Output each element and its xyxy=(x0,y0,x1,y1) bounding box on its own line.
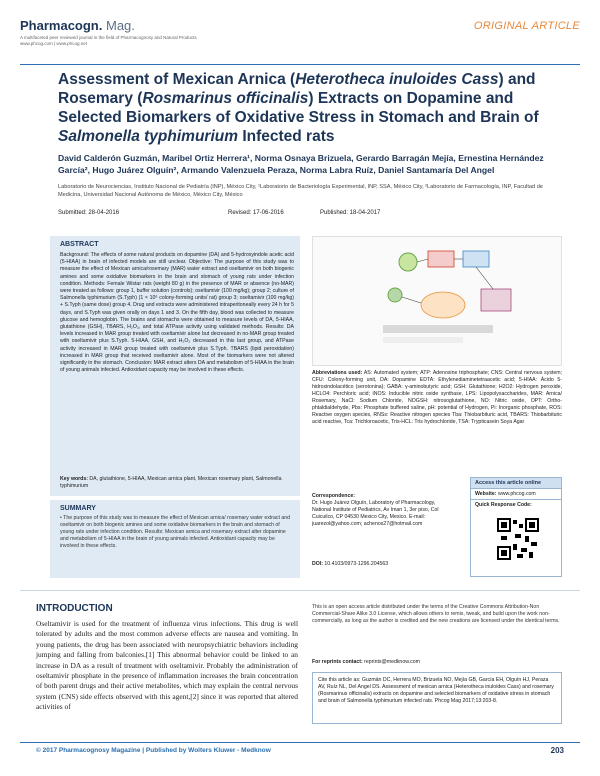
affiliations: Laboratorio de Neurociencias, Instituto Nacional de Pediatría (INP), México City, ¹Laboratorio de Bacteriología Experimental, INP, SSA, México City, ²Laboratorio de Farmacología, INP, Facultad de Medicina, Universidad Nacional Autónoma de México, México City, México xyxy=(58,184,543,198)
page-number: 203 xyxy=(550,746,564,755)
introduction-heading: INTRODUCTION xyxy=(36,603,113,614)
correspondence: Correspondence: Dr. Hugo Juárez Olguín, Laboratory of Pharmacology, National Institute of Pediatrics, Av Iman 1, 3er piso, Col Cuicuilco, CP 04530 Mexico City, Mexico. E-mail: juarezol@yahoo.com; achenos27@hotmail.com xyxy=(312,493,439,527)
section-label: ORIGINAL ARTICLE xyxy=(473,20,580,32)
graphical-abstract-image xyxy=(313,237,563,367)
access-online-box xyxy=(470,477,562,577)
summary-heading: SUMMARY xyxy=(60,505,96,512)
qr-code-icon[interactable] xyxy=(497,518,539,560)
summary-text: • The purpose of this study was to measure the effect of Mexican arnica/ rosemary water extract and oseltamivir on both biogenic amines and some oxidative biomarkers in the brain and stomach of young rats under infection condition. Results: Mexican arnica and rosemary extract alter dopamine and metabolism of 5-HIAA in the brain of young animals infected. Antioxidant capacity may be involved in these effects. xyxy=(60,515,290,549)
author-list: David Calderón Guzmán, Maribel Ortiz Herrera¹, Norma Osnaya Brizuela, Gerardo Barragán Mejía, Ernestina Hernández García², Hugo Juárez Olguín², Armando Valenzuela Peraza, Norma Labra Ruíz, Daniel Santamaría Del Angel xyxy=(58,153,544,175)
qr-label: Quick Response Code: xyxy=(471,499,561,510)
published-date: Published: 18-04-2017 xyxy=(320,210,381,216)
section-divider xyxy=(20,590,580,591)
reprints: For reprints contact: reprints@medknow.com xyxy=(312,659,420,665)
introduction-text: Oseltamivir is used for the treatment of influenza virus infections. This drug is well tolerated by adults and the most common adverse effects are nausea and vomiting. In young patients, the drug has been associated with neuropsychiatric behaviors including jumping and falling from balconies.[1] This abnormal behavior could be linked to an increase in DA as a result of treatment with oseltamivir. Probably the administration of oseltamivir phosphate in the presence of inflammation increases the brain concentration of both parent drugs and their active metabolites, which may explain the central nervous system (CNS) side effects observed with this agent,[2] since it was reported that altered activities of xyxy=(36,619,298,712)
header-rule xyxy=(20,64,580,65)
abbreviations: Abbreviations used: AS: Automated system; ATP: Adenosine triphosphate; CNS: Central nervous system; CFU: Colony-forming unit, DA: Dopamine EDTA: Ethylenediaminetetraacetic acid; 5-HIAA: Ácido 5-hidroxindolacético (serotonina); GABA: γ-aminobutyric acid; GSH: Glutathione; H2O2: Hydrogen peroxide, HCLO4: Perchloric acid; iNOS: Inducible nitric oxide synthase, LPS: Lipopolysaccharides, MAR: Arnica/ Rosemary, NaCl: Sodium Chloride, NOGSH: nitrosoglutathione, NO: Nitric oxide, OPT: Ortho-phtaldialdehyde, Pbs: Phosphate buffered saline, pH: potential of Hydrogen, Pi: Inorganic phosphate, ROS: Reactive oxygen species, RNSs: Reactive nitrogen species Tba: Thiobarbituric acid, TBARS: Thiobarbituric acid reactive, Tca: Trichloroacetic, Tris-HCL: Tris hydrochloride, TSA: Trypticasein Soya Agar xyxy=(312,370,563,425)
footer-copyright: © 2017 Pharmacognosy Magazine | Published by Wolters Kluwer - Medknow xyxy=(36,747,271,754)
revised-date: Revised: 17-06-2016 xyxy=(228,210,284,216)
website-link[interactable]: www.phcog.com xyxy=(497,491,536,497)
journal-subline: A multifaceted peer reviewed journal in the field of Pharmacognosy and Natural Products www.phcog.com | www.phcog.net xyxy=(20,35,197,46)
graphical-abstract xyxy=(312,236,562,366)
abstract-heading: ABSTRACT xyxy=(60,241,99,248)
submitted-date: Submitted: 28-04-2016 xyxy=(58,210,120,216)
journal-brand: Pharmacogn. Mag. xyxy=(20,18,135,33)
keywords: Key words: DA, glutathione, 5-HIAA, Mexican arnica plant, Mexican rosemary plant, Salmonella typhimurium xyxy=(60,476,282,489)
reprints-email[interactable]: reprints@medknow.com xyxy=(364,659,420,665)
doi-link[interactable]: 10.4103/0973-1296.204563 xyxy=(324,561,389,567)
access-website: Website: www.phcog.com xyxy=(471,488,561,499)
footer-rule xyxy=(20,742,580,743)
citation-box: Cite this article as: Guzmán DC, Herrera MO, Brizuela NO, Mejía GB, García EH, Olguín HJ, Peraza AV, Ruíz NL, Del Angel DS. Assessment of mexican arnica (Heterotheca inuloides Cass) and rosemary (Rosmarinus officinalis) extracts on dopamine and selected biomarkers of oxidative stress in stomach and brain of Salmonella typhimurium infected rats. Phcog Mag 2017;13:203-8. xyxy=(312,672,562,724)
article-title: Assessment of Mexican Arnica (Heterotheca inuloides Cass) and Rosemary (Rosmarinus officinalis) Extracts on Dopamine and Selected Biomarkers of Oxidative Stress in Stomach and Brain of Salmonella typhimurium Infected rats xyxy=(58,71,539,145)
license-text: This is an open access article distributed under the terms of the Creative Commons Attribution-Non Commercial-Share Alike 3.0 License, which allows others to remix, tweak, and build upon the work non-commercially, as long as the author is credited and the new creations are licensed under the identical terms. xyxy=(312,604,560,624)
abstract-text: Background: The effects of some natural products on dopamine (DA) and 5-hydroxyindole acetic acid (5-HIAA) in brain of infected models are still unclear. Objective: The purpose of this study was to measure the effect of Mexican arnica/rosemary (MAR) water extract and oseltamivir on both biogenic amines and some oxidative biomarkers in the brain and stomach of young rats under infection condition. Methods: Female Wistar rats (weight 80 g) in the presence of MAR or absence (no-MAR) were treated as follows: group 1, buffer solution (controls); oseltamivir (100 mg/kg); group 2; culture of Salmonella typhimurium (S.Typh) (1 × 10⁶ colony-forming units/ rat) group 3; oseltamivir (100 mg/kg) + S.Typh (same dose) group 4. Drug and extracts were administered intraperitoneally every 24 h for 5 days, and S.Typh was given orally on days 1 and 3. On the fifth day, blood was collected to measure glucose and hemoglobin. The brains and stomachs were obtained to measure levels of DA, 5-HIAA, glutathione (GSH), TBARS, H₂O₂, and total ATPase activity using validated methods. Results: DA levels increased in MAR group treated with oseltamivir alone but decreased in no-MAR group treated with oseltamivir plus S.Typh. 5-HIAA, GSH, and H₂O₂ decreased in this last group, and ATPase activity increased in MAR group treated with oseltamivir plus S.Typh. TBARS (lipid peroxidation) increased in MAR group that received oseltamivir alone. Most of the biomarkers were not altered significantly in the stomach. Conclusion: MAR extract alters DA and metabolism of 5-HIAA in the brain of young animals infected. Antioxidant capacity may be involved in these effects. xyxy=(60,252,294,374)
access-heading: Access this article online xyxy=(471,478,561,488)
journal-header xyxy=(20,18,580,62)
doi: DOI: 10.4103/0973-1296.204563 xyxy=(312,561,389,567)
